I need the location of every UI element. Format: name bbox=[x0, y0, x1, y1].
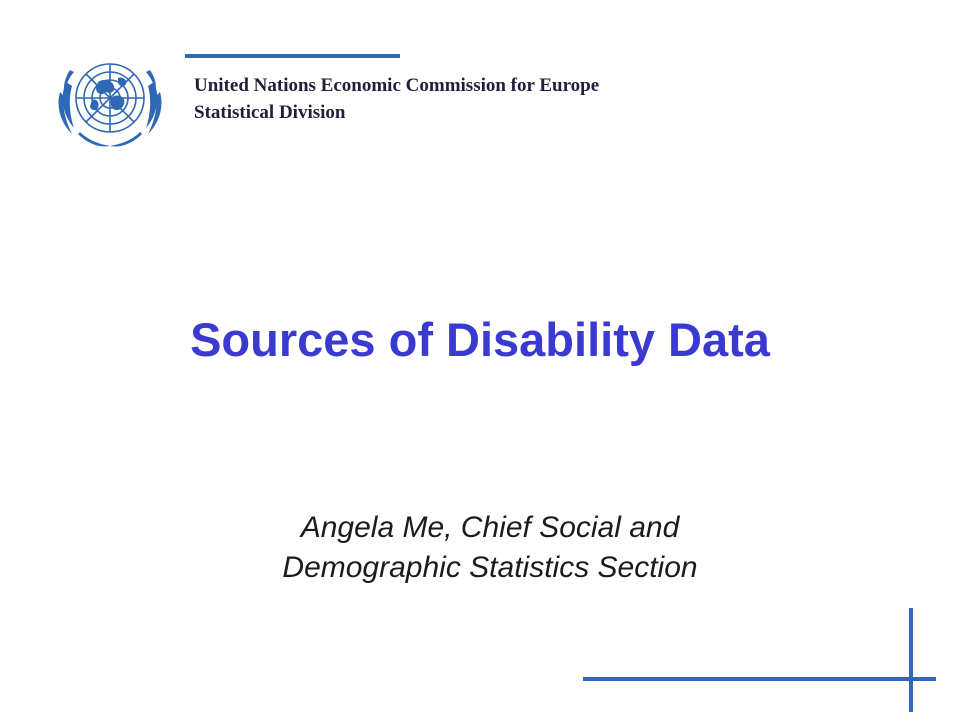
slide-title: Sources of Disability Data bbox=[190, 313, 770, 366]
subtitle-line-2: Demographic Statistics Section bbox=[282, 551, 698, 584]
organization-name: United Nations Economic Commission for Europe bbox=[194, 75, 600, 96]
un-emblem-icon bbox=[52, 52, 168, 150]
slide-subtitle bbox=[140, 508, 840, 588]
corner-rule-vertical bbox=[909, 608, 913, 712]
corner-rule-horizontal bbox=[583, 677, 936, 681]
division-name: Statistical Division bbox=[194, 102, 346, 123]
header-rule bbox=[185, 54, 400, 58]
subtitle-line-1: Angela Me, Chief Social and bbox=[300, 511, 680, 544]
organization-header bbox=[194, 72, 599, 126]
